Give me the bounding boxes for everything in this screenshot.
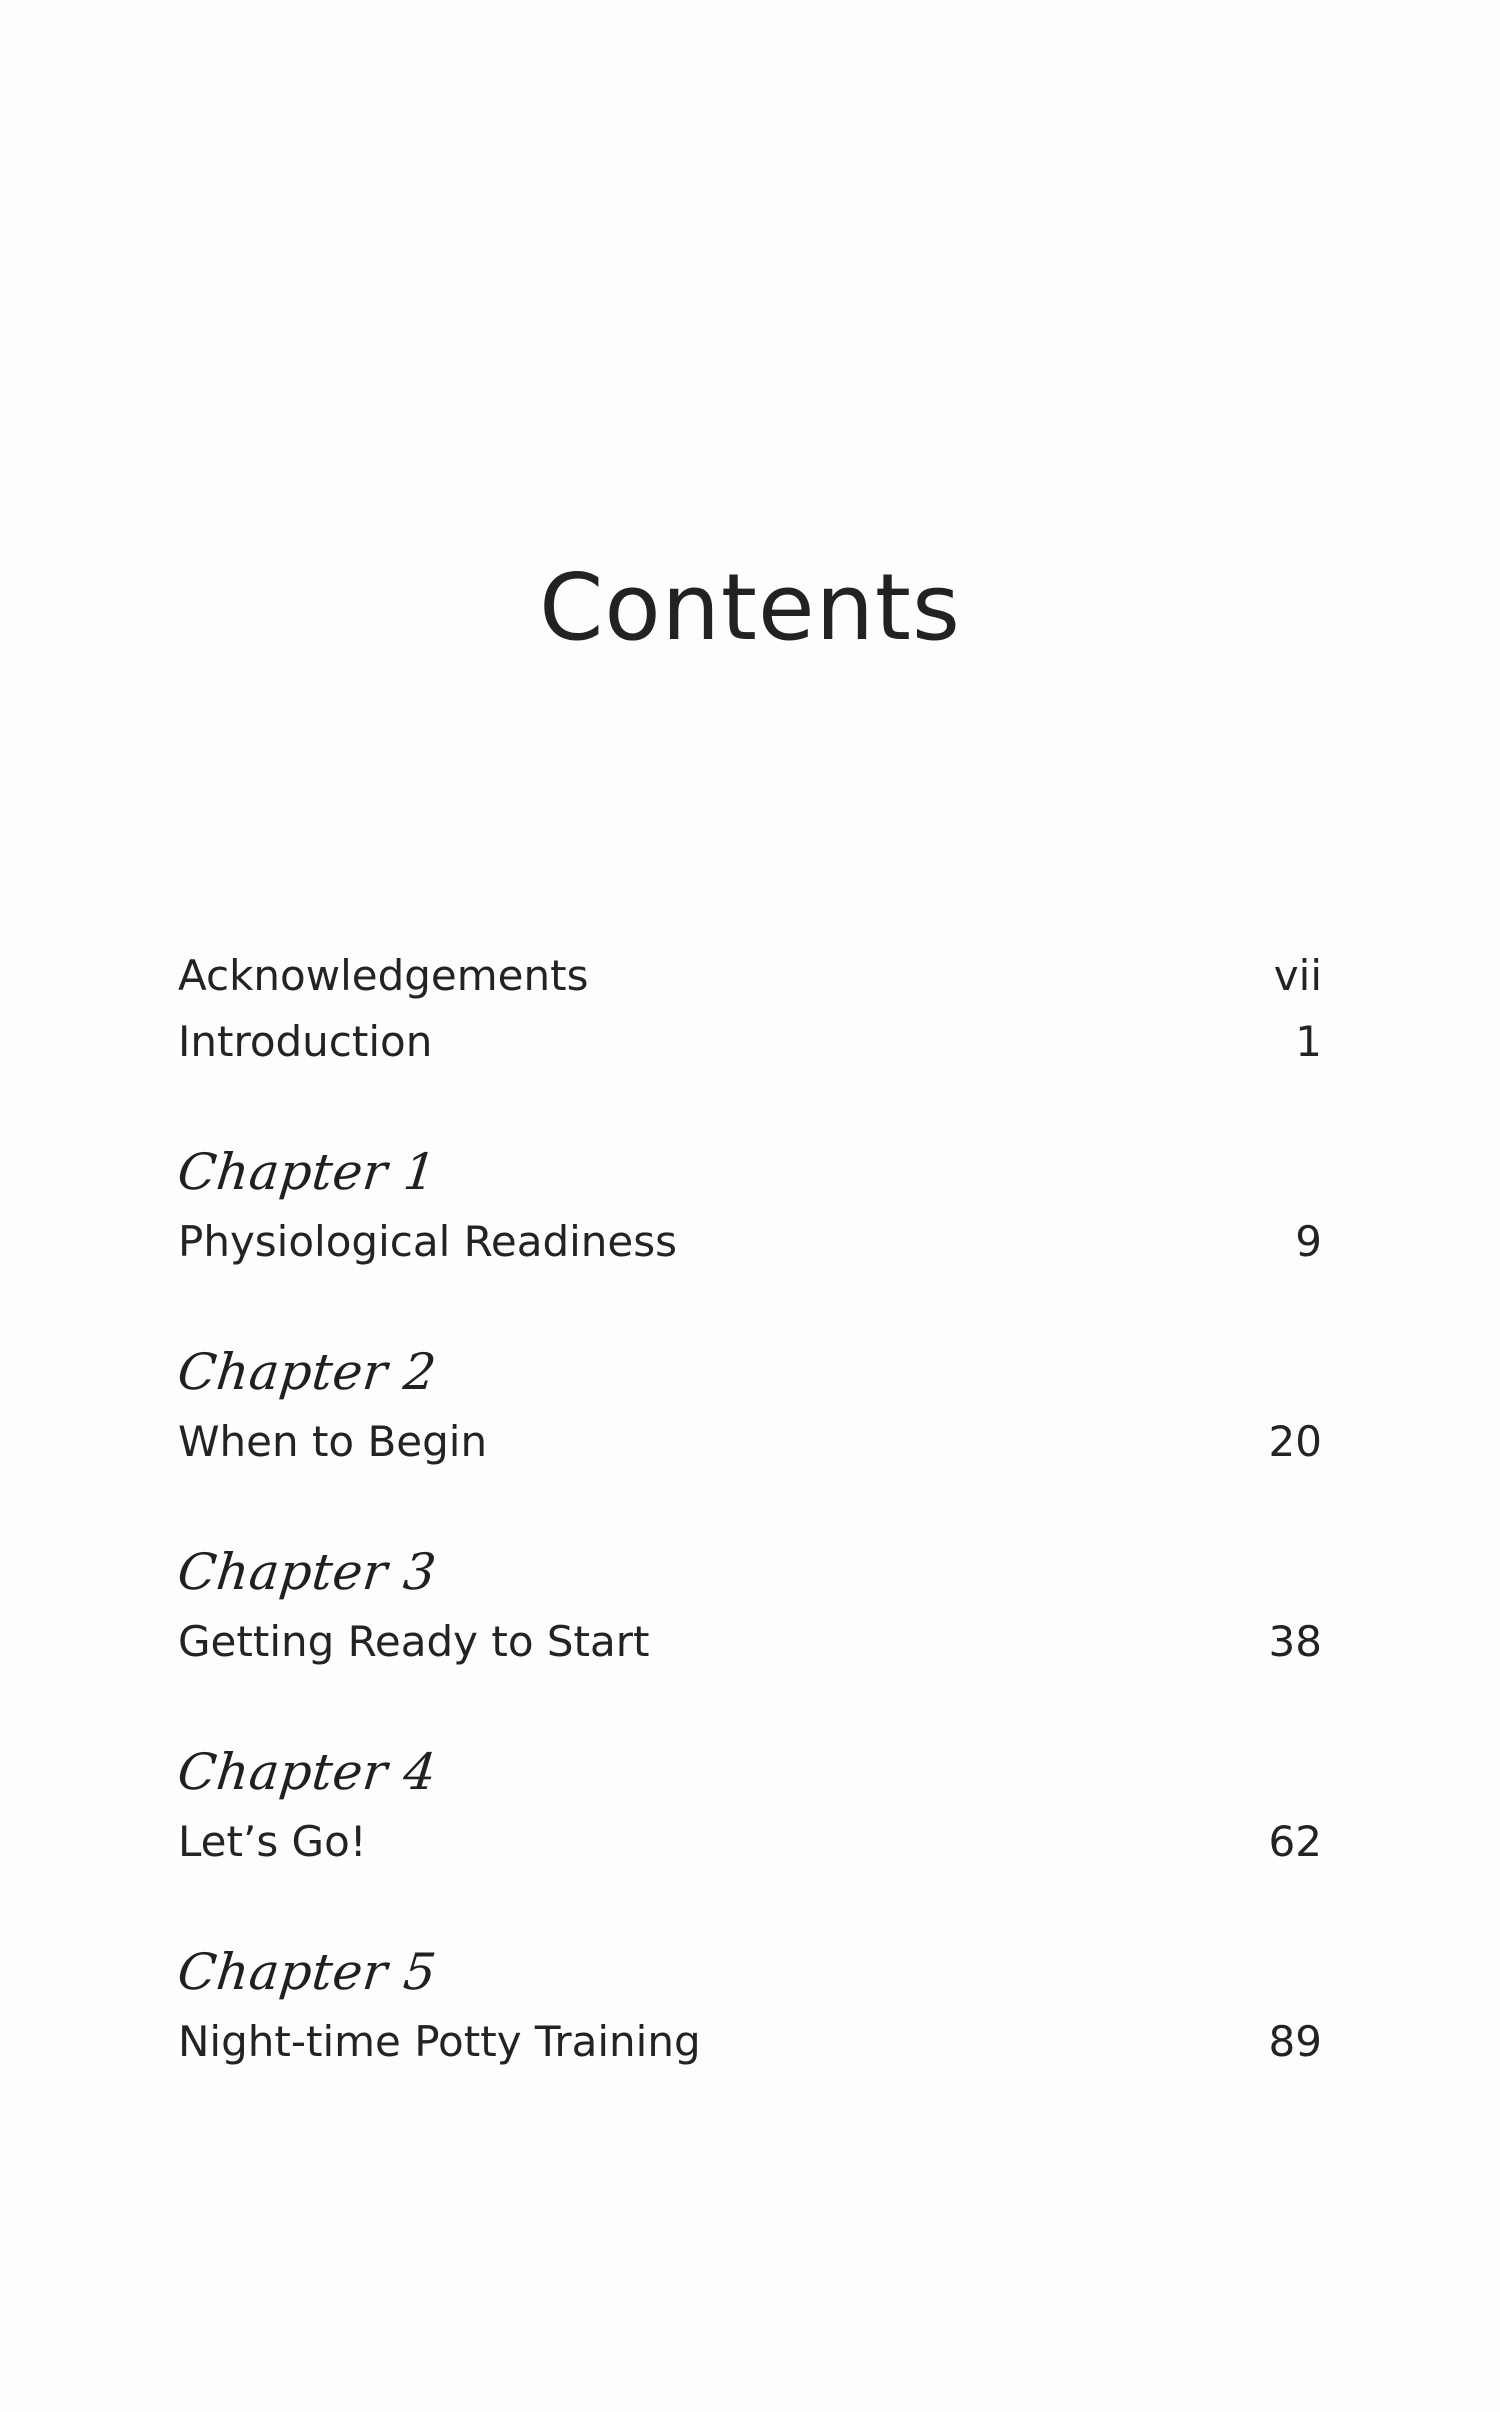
chapter-heading-text: Chapter 3 bbox=[174, 1543, 440, 1601]
toc-entry-page-number: 1 bbox=[1295, 1017, 1322, 1066]
toc-entry-label: Getting Ready to Start bbox=[178, 1617, 650, 1666]
toc-entry-label: Night-time Potty Training bbox=[178, 2017, 701, 2066]
chapter-heading-text: Chapter 2 bbox=[174, 1343, 440, 1401]
toc-entry-page-number: 20 bbox=[1268, 1417, 1322, 1466]
chapter-heading-4 bbox=[174, 1742, 440, 1802]
toc-entry-label: Let’s Go! bbox=[178, 1817, 367, 1866]
toc-entry-chapter-1[interactable] bbox=[178, 1212, 1322, 1272]
toc-entry-page-number: 89 bbox=[1268, 2017, 1322, 2066]
toc-entry-label: When to Begin bbox=[178, 1417, 488, 1466]
toc-entry-introduction[interactable] bbox=[178, 1012, 1322, 1072]
toc-entry-page-number: 9 bbox=[1295, 1217, 1322, 1266]
toc-entry-chapter-2[interactable] bbox=[178, 1412, 1322, 1472]
chapter-heading-text: Chapter 4 bbox=[174, 1743, 440, 1801]
chapter-heading-1 bbox=[174, 1142, 440, 1202]
toc-entry-chapter-3[interactable] bbox=[178, 1612, 1322, 1672]
toc-entry-label: Introduction bbox=[178, 1017, 433, 1066]
chapter-heading-3 bbox=[174, 1542, 440, 1602]
page-title: Contents bbox=[539, 553, 961, 661]
toc-entry-label: Acknowledgements bbox=[178, 951, 589, 1000]
toc-entry-chapter-5[interactable] bbox=[178, 2012, 1322, 2072]
toc-entry-chapter-4[interactable] bbox=[178, 1812, 1322, 1872]
chapter-heading-5 bbox=[174, 1942, 440, 2002]
toc-entry-page-number: 38 bbox=[1268, 1617, 1322, 1666]
toc-entry-label: Physiological Readiness bbox=[178, 1217, 678, 1266]
toc-entry-acknowledgements[interactable] bbox=[178, 946, 1322, 1006]
toc-entry-page-number: vii bbox=[1273, 951, 1322, 1000]
chapter-heading-text: Chapter 1 bbox=[174, 1143, 440, 1201]
chapter-heading-text: Chapter 5 bbox=[174, 1943, 440, 2001]
chapter-heading-2 bbox=[174, 1342, 440, 1402]
toc-entry-page-number: 62 bbox=[1268, 1817, 1322, 1866]
